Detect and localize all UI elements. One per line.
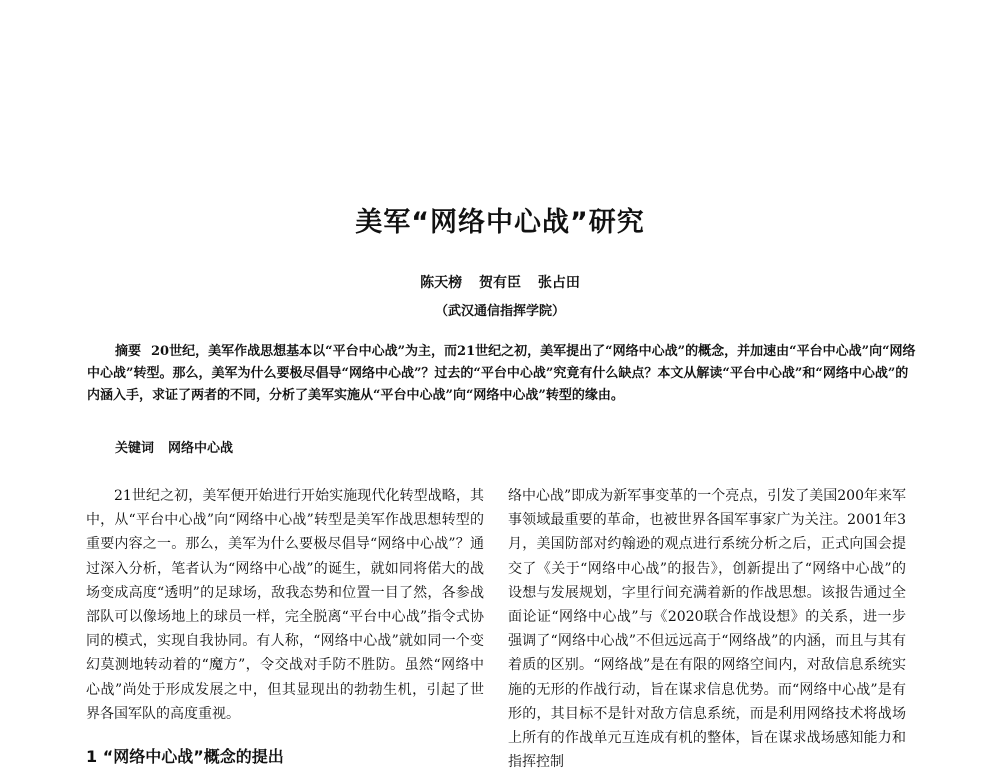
- section-heading: 1 “网络中心战”概念的提出: [86, 747, 284, 766]
- body-left-column: 21世纪之初，美军便开始进行开始实施现代化转型战略，其中，从“平台中心战”向“网络中心战”转型是美军作战思想转型的重要内容之一。那么，美军为什么要极尽倡导“网络中心战”？通过深入分析，笔者认为“网络中心战”的诞生，就如同将偌大的战场变成高度“透明”的足球场，敌我态势和位置一目了然，各参战部队可以像场地上的球员一样，完全脱离“平台中心战”指令式协同的模式，实现自我协同。有人称，“网络中心战”就如同一个变幻莫测地转动着的“魔方”，令交战对手防不胜防。虽然“网络中心战”尚处于形成发展之中，但其显现出的勃勃生机，引起了世界各国军队的高度重视。: [86, 488, 484, 722]
- keywords-label: 关键词: [115, 441, 155, 456]
- author-list: 陈天榜 贺有臣 张占田: [420, 275, 580, 291]
- abstract-label: 摘要: [115, 344, 142, 359]
- paper-title: 美军“网络中心战”研究: [355, 207, 645, 238]
- abstract-text: 20世纪，美军作战思想基本以“平台中心战”为主，而21世纪之初，美军提出了“网络中心战”的概念，并加速由“平台中心战”向“网络中心战”转型。那么，美军为什么要极尽倡导“网络中心战”？过去的“平台中心战”究竟有什么缺点？本文从解读“平台中心战”和“网络中心战”的内涵入手，求证了两者的不同，分析了美军实施从“平台中心战”向“网络中心战”转型的缘由。: [87, 344, 916, 403]
- body-right-column: 络中心战”即成为新军事变革的一个亮点，引发了美国200年来军事领域最重要的革命，也被世界各国军事家广为关注。2001年3月，美国防部对约翰逊的观点进行系统分析之后，正式向国会提交了《关于“网络中心战”的报告》，创新提出了“网络中心战”的设想与发展规划，字里行间充满着新的作战思想。该报告通过全面论证“网络中心战”与《2020联合作战设想》的关系，进一步强调了“网络中心战”不但远远高于“网络战”的内涵，而且与其有着质的区别。“网络战”是在有限的网络空间内，对敌信息系统实施的无形的作战行动，旨在谋求信息优势。而“网络中心战”是有形的，其目标不是针对敌方信息系统，而是利用网络技术将战场上所有的作战单元互连成有机的整体，旨在谋求战场感知能力和指挥控制: [508, 488, 906, 771]
- abstract: [87, 341, 917, 407]
- keywords: [115, 437, 233, 456]
- keywords-value: 网络中心战: [168, 441, 234, 456]
- affiliation: （武汉通信指挥学院）: [434, 304, 565, 319]
